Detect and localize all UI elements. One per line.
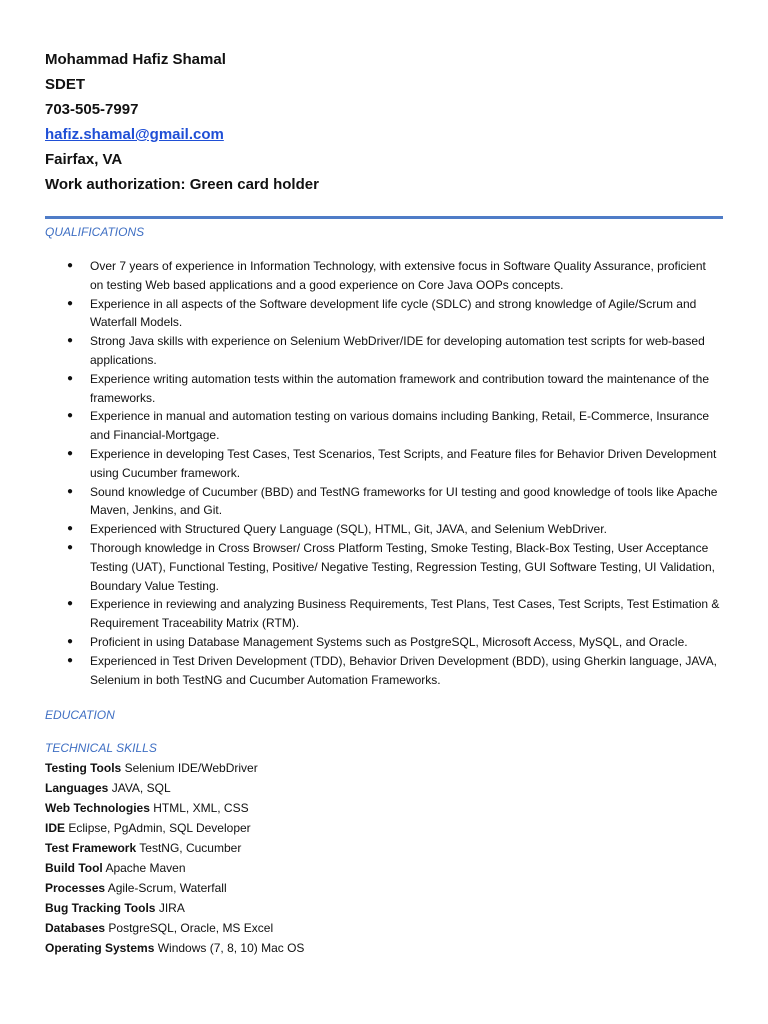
- bullet-icon: ●: [67, 598, 74, 610]
- qualification-text: Experienced with Structured Query Language (SQL), HTML, Git, JAVA, and Selenium WebDriver.: [90, 522, 607, 537]
- bullet-icon: ●: [67, 297, 74, 309]
- skill-row: [45, 898, 705, 918]
- bullet-icon: ●: [67, 523, 74, 535]
- work-authorization: Work authorization: Green card holder: [45, 176, 319, 193]
- qualification-text: Thorough knowledge in Cross Browser/ Cross Platform Testing, Smoke Testing, Black-Box Testing, User Acceptance Testing (UAT), Functional Testing, Positive/ Negative Testing, Regression Testing, GUI Software Testing, UI Validation, Boundary Value Testing.: [90, 540, 715, 593]
- qualification-text: Experience in manual and automation testing on various domains including Banking, Retail, E-Commerce, Insurance and Financial-Mortgage.: [90, 409, 710, 443]
- technical-skills-heading: TECHNICAL SKILLS: [45, 741, 157, 755]
- phone-number: 703-505-7997: [45, 101, 139, 118]
- skill-row: [45, 758, 705, 778]
- bullet-icon: ●: [67, 372, 74, 384]
- qualification-item: [45, 520, 720, 539]
- qualification-item: [45, 539, 720, 595]
- bullet-icon: ●: [67, 260, 74, 271]
- skill-label: Databases: [45, 921, 106, 935]
- skill-value: Apache Maven: [105, 861, 186, 875]
- qualification-item: [45, 445, 720, 483]
- section-divider: [45, 216, 723, 219]
- skill-value: JAVA, SQL: [111, 781, 171, 795]
- candidate-name: Mohammad Hafiz Shamal: [45, 51, 226, 68]
- education-heading: EDUCATION: [45, 708, 115, 722]
- qualification-item: [45, 652, 720, 690]
- skill-label: Bug Tracking Tools: [45, 901, 156, 915]
- qualifications-list: [45, 257, 720, 689]
- skill-label: Testing Tools: [45, 761, 122, 775]
- email-line: [45, 122, 705, 147]
- qualification-item: [45, 633, 720, 652]
- skill-value: PostgreSQL, Oracle, MS Excel: [108, 921, 274, 935]
- skill-label: Operating Systems: [45, 941, 155, 955]
- contact-header: [45, 47, 705, 197]
- bullet-icon: ●: [67, 541, 74, 553]
- qualification-text: Experience in all aspects of the Software development life cycle (SDLC) and strong knowledge of Agile/Scrum and Waterfall Models.: [90, 296, 697, 330]
- skill-value: JIRA: [158, 901, 185, 915]
- skill-label: Build Tool: [45, 861, 103, 875]
- skill-value: HTML, XML, CSS: [153, 801, 249, 815]
- qualification-item: [45, 370, 720, 408]
- skill-row: [45, 858, 705, 878]
- bullet-icon: ●: [67, 447, 74, 459]
- skill-label: Web Technologies: [45, 801, 150, 815]
- skill-row: [45, 878, 705, 898]
- bullet-icon: ●: [67, 410, 74, 422]
- bullet-icon: ●: [67, 635, 74, 647]
- qualification-text: Proficient in using Database Management Systems such as PostgreSQL, Microsoft Access, MySQL, and Oracle.: [90, 634, 688, 649]
- qualification-text: Experience writing automation tests within the automation framework and contribution toward the maintenance of the frameworks.: [90, 371, 710, 405]
- skill-row: [45, 838, 705, 858]
- skill-row: [45, 918, 705, 938]
- qualification-text: Experience in developing Test Cases, Test Scenarios, Test Scripts, and Feature files for Behavior Driven Development using Cucumber framework.: [90, 446, 717, 480]
- qualification-item: [45, 407, 720, 445]
- qualification-text: Strong Java skills with experience on Selenium WebDriver/IDE for developing automation test scripts for web-based applications.: [90, 334, 705, 367]
- skill-row: [45, 818, 705, 838]
- qualification-item: [45, 595, 720, 633]
- skill-label: Languages: [45, 781, 109, 795]
- qualification-item: [45, 483, 720, 521]
- bullet-icon: ●: [67, 654, 74, 666]
- skill-value: Windows (7, 8, 10) Mac OS: [157, 941, 305, 955]
- qualification-text: Over 7 years of experience in Information Technology, with extensive focus in Software Quality Assurance, proficient on testing Web based applications and a good experience on Core Java OOPs concepts.: [90, 259, 706, 292]
- skill-label: Test Framework: [45, 841, 137, 855]
- skill-value: Eclipse, PgAdmin, SQL Developer: [68, 821, 251, 835]
- qualification-text: Experienced in Test Driven Development (TDD), Behavior Driven Development (BDD), using Gherkin language, JAVA, Selenium in both TestNG and Cucumber Automation Frameworks.: [90, 653, 717, 687]
- skill-row: [45, 938, 705, 958]
- bullet-icon: ●: [67, 485, 74, 497]
- skill-row: [45, 778, 705, 798]
- job-title: SDET: [45, 76, 86, 93]
- location: Fairfax, VA: [45, 151, 123, 168]
- skill-label: IDE: [45, 821, 66, 835]
- qualification-text: Sound knowledge of Cucumber (BBD) and TestNG frameworks for UI testing and good knowledge of tools like Apache Maven, Jenkins, and Git.: [90, 484, 718, 518]
- skill-value: Selenium IDE/WebDriver: [124, 761, 258, 775]
- skill-value: Agile-Scrum, Waterfall: [107, 881, 227, 895]
- email-link[interactable]: hafiz.shamal@gmail.com: [45, 126, 224, 143]
- technical-skills-list: [45, 758, 705, 958]
- qualification-item: [45, 332, 720, 370]
- qualifications-heading: QUALIFICATIONS: [45, 225, 145, 239]
- qualification-text: Experience in reviewing and analyzing Business Requirements, Test Plans, Test Cases, Test Scripts, Test Estimation & Requirement Traceability Matrix (RTM).: [90, 597, 720, 631]
- bullet-icon: ●: [67, 335, 74, 347]
- qualification-item: [45, 295, 720, 333]
- skill-row: [45, 798, 705, 818]
- qualification-item: [45, 257, 720, 295]
- skill-label: Processes: [45, 881, 106, 895]
- skill-value: TestNG, Cucumber: [139, 841, 242, 855]
